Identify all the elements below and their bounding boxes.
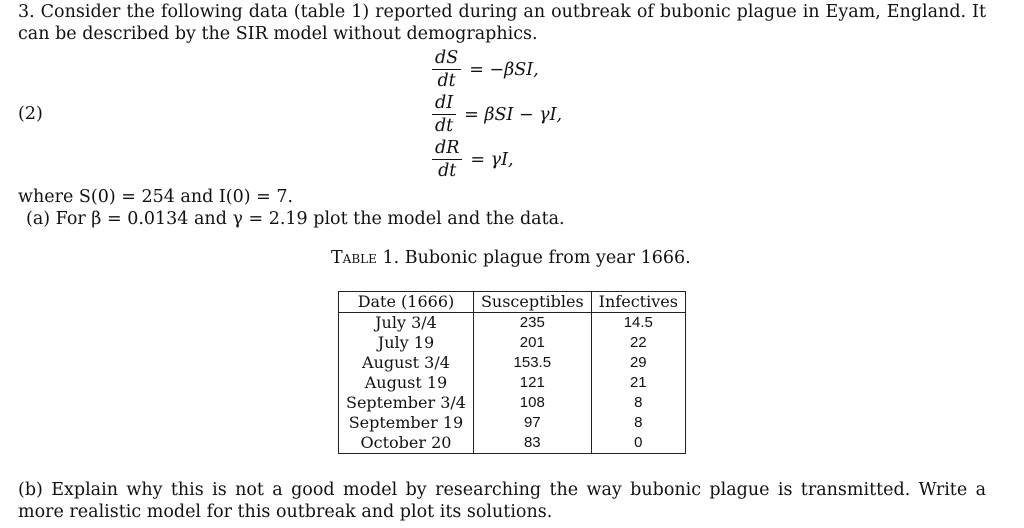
fraction-numerator: dS: [432, 48, 461, 70]
susceptibles-cell: 121: [473, 373, 591, 393]
susceptibles-cell: 201: [473, 333, 591, 353]
fraction-denominator: dt: [438, 161, 457, 181]
initial-conditions: where S(0) = 254 and I(0) = 7.: [18, 187, 294, 207]
part-b-question: (b) Explain why this is not a good model by researching the way bubonic plague is transmitted. Write a more realistic model for this outbreak and plot its solutions.: [18, 480, 986, 522]
header-susceptibles: Susceptibles: [473, 292, 591, 313]
fraction-numerator: dR: [432, 138, 462, 160]
table-row: [339, 433, 686, 454]
susceptibles-cell: 108: [473, 393, 591, 413]
table-row: [339, 373, 686, 393]
equation-rhs: = −βSI,: [469, 59, 539, 80]
date-cell: July 3/4: [339, 313, 474, 334]
table-caption-text: Bubonic plague from year 1666.: [399, 248, 691, 268]
fraction-di-dt: [432, 93, 456, 136]
table-caption: [331, 248, 691, 268]
header-infectives: Infectives: [591, 292, 685, 313]
table-row: [339, 353, 686, 373]
header-date: Date (1666): [339, 292, 474, 313]
equation-rhs: = γI,: [470, 149, 514, 170]
infectives-cell: 14.5: [591, 313, 685, 334]
date-cell: September 3/4: [339, 393, 474, 413]
fraction-dr-dt: [432, 138, 462, 181]
table-row: [339, 413, 686, 433]
infectives-cell: 22: [591, 333, 685, 353]
infectives-cell: 8: [591, 393, 685, 413]
infectives-cell: 8: [591, 413, 685, 433]
table-header-row: [339, 292, 686, 313]
susceptibles-cell: 235: [473, 313, 591, 334]
table-row: [339, 333, 686, 353]
equation-number: (2): [18, 104, 43, 124]
fraction-numerator: dI: [432, 93, 456, 115]
susceptibles-cell: 97: [473, 413, 591, 433]
infectives-cell: 0: [591, 433, 685, 454]
equation-di: [432, 93, 562, 136]
fraction-denominator: dt: [434, 116, 454, 136]
date-cell: August 19: [339, 373, 474, 393]
table-caption-label: Table 1.: [331, 248, 400, 268]
date-cell: October 20: [339, 433, 474, 454]
plague-data-table: [338, 291, 686, 454]
fraction-denominator: dt: [437, 71, 456, 91]
table-row: [339, 313, 686, 334]
equation-dr: [432, 138, 514, 181]
equation-ds: [432, 48, 539, 91]
part-a-question: (a) For β = 0.0134 and γ = 2.19 plot the model and the data.: [26, 209, 565, 229]
susceptibles-cell: 153.5: [473, 353, 591, 373]
date-cell: August 3/4: [339, 353, 474, 373]
fraction-ds-dt: [432, 48, 461, 91]
date-cell: July 19: [339, 333, 474, 353]
infectives-cell: 21: [591, 373, 685, 393]
problem-intro: 3. Consider the following data (table 1) reported during an outbreak of bubonic plague in Eyam, England. It can be described by the SIR model without demographics.: [18, 2, 986, 44]
susceptibles-cell: 83: [473, 433, 591, 454]
date-cell: September 19: [339, 413, 474, 433]
equation-rhs: = βSI − γI,: [464, 104, 563, 125]
infectives-cell: 29: [591, 353, 685, 373]
table-row: [339, 393, 686, 413]
